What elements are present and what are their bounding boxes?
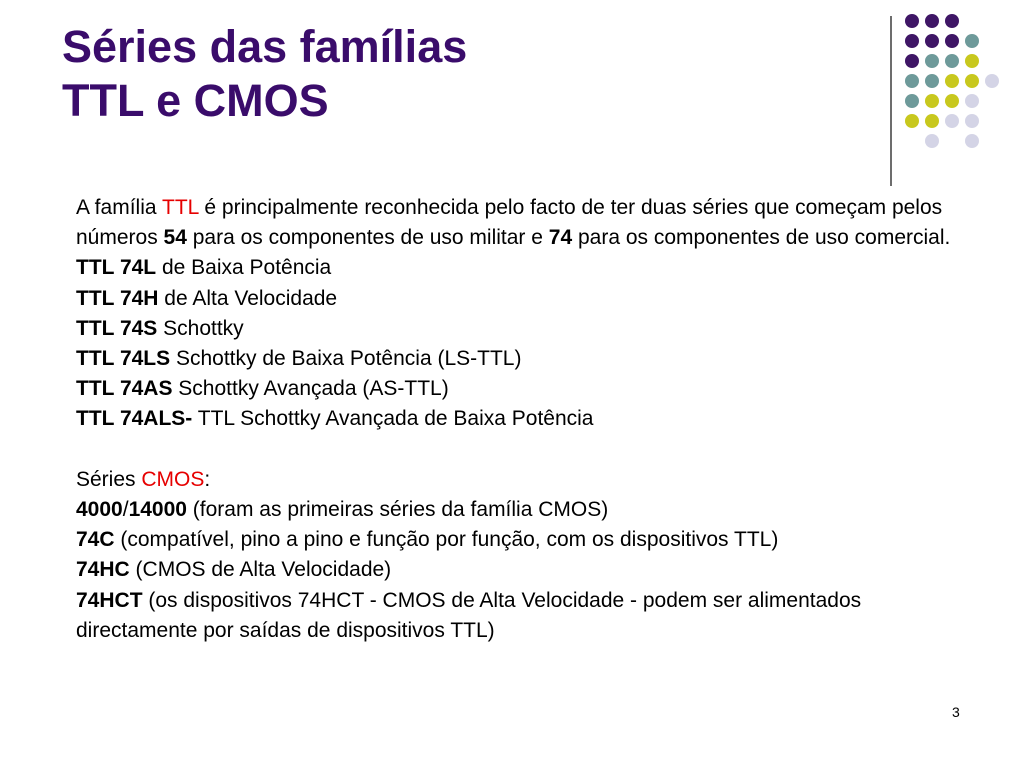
decorative-dot bbox=[965, 74, 979, 88]
decorative-dot bbox=[925, 94, 939, 108]
cmos-series-item bbox=[76, 586, 976, 646]
intro-text-4: para os componentes de uso comercial. bbox=[572, 226, 951, 250]
intro-number-74: 74 bbox=[548, 226, 573, 250]
ttl-series-item bbox=[76, 253, 976, 283]
decorative-dot bbox=[925, 54, 939, 68]
series-description: TTL Schottky Avançada de Baixa Potência bbox=[192, 407, 594, 431]
series-description: de Alta Velocidade bbox=[158, 286, 338, 310]
cmos-highlight: CMOS bbox=[141, 467, 205, 491]
series-description: Schottky bbox=[157, 316, 244, 340]
decorative-dot bbox=[945, 14, 959, 28]
intro-number-54: 54 bbox=[163, 226, 187, 250]
decorative-dot bbox=[905, 14, 919, 28]
series-code: 74HC bbox=[76, 558, 130, 582]
cmos-series-item bbox=[76, 495, 976, 525]
intro-text-2: é principalmente reconhecida pelo facto de ter duas séries que começam pelos números bbox=[76, 196, 943, 250]
decorative-dot bbox=[965, 34, 979, 48]
series-description: de Baixa Potência bbox=[156, 256, 332, 280]
decorative-dot bbox=[945, 54, 959, 68]
decorative-dot bbox=[965, 54, 979, 68]
series-code: TTL 74LS bbox=[76, 347, 171, 371]
decorative-dot bbox=[945, 34, 959, 48]
cmos-heading-prefix: Séries bbox=[76, 467, 142, 491]
decorative-dot bbox=[905, 114, 919, 128]
series-description: Schottky Avançada (AS-TTL) bbox=[172, 377, 449, 401]
slide-body bbox=[76, 193, 976, 646]
decorative-dot bbox=[905, 94, 919, 108]
intro-text-3: para os componentes de uso militar e bbox=[186, 226, 549, 250]
page-number: 3 bbox=[952, 704, 960, 720]
decorative-dot bbox=[905, 74, 919, 88]
decorative-dot bbox=[945, 94, 959, 108]
series-description: (compatível, pino a pino e função por função, com os dispositivos TTL) bbox=[114, 528, 779, 552]
ttl-series-item bbox=[76, 314, 976, 344]
cmos-series-item bbox=[76, 555, 976, 585]
decorative-dot bbox=[925, 134, 939, 148]
title-line-2: TTL e CMOS bbox=[62, 75, 329, 126]
vertical-divider bbox=[890, 16, 892, 186]
decorative-dot bbox=[925, 74, 939, 88]
decorative-dot bbox=[925, 34, 939, 48]
decorative-dot bbox=[945, 74, 959, 88]
series-description: Schottky de Baixa Potência (LS-TTL) bbox=[170, 347, 522, 371]
cmos-heading-suffix: : bbox=[204, 467, 211, 491]
series-code: TTL 74L bbox=[76, 256, 157, 280]
intro-text-1: A família bbox=[76, 196, 162, 219]
decorative-dot bbox=[945, 114, 959, 128]
series-code: TTL 74S bbox=[76, 316, 158, 340]
decorative-dot bbox=[925, 114, 939, 128]
series-code: TTL 74H bbox=[76, 286, 159, 310]
series-code: 74C bbox=[76, 528, 115, 552]
series-code: 14000 bbox=[128, 498, 187, 522]
decorative-dot bbox=[905, 54, 919, 68]
cmos-heading bbox=[76, 465, 976, 495]
decorative-dot bbox=[965, 134, 979, 148]
series-separator: / bbox=[122, 498, 129, 522]
decorative-dot bbox=[965, 114, 979, 128]
decorative-dot bbox=[985, 74, 999, 88]
series-code: TTL 74AS bbox=[76, 377, 173, 401]
slide-title bbox=[62, 20, 467, 128]
intro-paragraph bbox=[76, 193, 976, 253]
cmos-series-item bbox=[76, 525, 976, 555]
title-line-1: Séries das famílias bbox=[62, 21, 468, 72]
intro-ttl-highlight: TTL bbox=[162, 196, 199, 219]
series-code: 4000 bbox=[76, 498, 123, 522]
ttl-series-item bbox=[76, 344, 976, 374]
ttl-series-item bbox=[76, 284, 976, 314]
decorative-dot bbox=[905, 34, 919, 48]
ttl-series-item bbox=[76, 374, 976, 404]
series-description: (foram as primeiras séries da família CMOS) bbox=[186, 498, 609, 522]
series-code: TTL 74ALS- bbox=[76, 407, 193, 431]
decorative-dot bbox=[925, 14, 939, 28]
series-description: (os dispositivos 74HCT - CMOS de Alta Velocidade - podem ser alimentados directamente por saídas de dispositivos TTL) bbox=[76, 588, 862, 642]
series-description: (CMOS de Alta Velocidade) bbox=[129, 558, 392, 582]
blank-line bbox=[76, 435, 976, 465]
series-code: 74HCT bbox=[76, 588, 143, 612]
ttl-series-item bbox=[76, 404, 976, 434]
decorative-dot bbox=[965, 94, 979, 108]
